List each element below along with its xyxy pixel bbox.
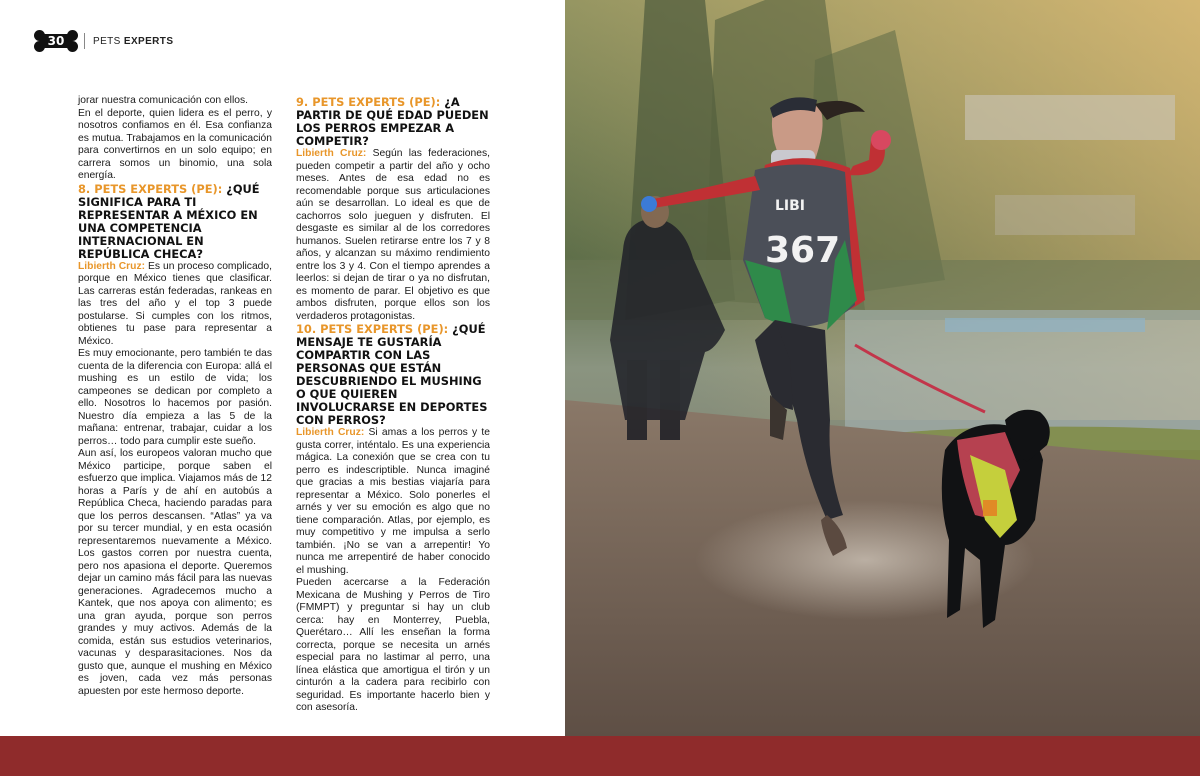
header-divider [84, 33, 85, 49]
paragraph: Es muy emocionante, pero también te das cuenta de la diferencia con Europa: allá el mushing es un estilo de vida; los campeones se dedican por completo a ello. Nosotros lo hacemos por pasión. Nuestro día empieza a las 5 de la mañana: entrenar, trabajar, cuidar a los perros… todo para cumplir este sueño. [78, 348, 272, 447]
paragraph: En el deporte, quien lidera es el perro, y nosotros confiamos en él. Esa confianza es mutua. Trabajamos en la comunicación para convertirnos en un solo equipo; en carrera somos un binomio, una sola energía. [78, 107, 272, 181]
bib-number: 367 [765, 230, 841, 271]
footer-band [0, 736, 1200, 776]
canicross-photo [565, 0, 1200, 736]
page-header [34, 29, 173, 53]
question-9: 9. PETS EXPERTS (PE): ¿A PARTIR DE QUÉ EDAD PUEDEN LOS PERROS EMPEZAR A COMPETIR? [296, 95, 489, 148]
bone-icon [34, 30, 78, 52]
bib-name: LIBI [775, 198, 806, 214]
paragraph: Aun así, los europeos valoran mucho que México participe, porque saben el esfuerzo que implica. Viajamos más de 12 horas a París y de ahí en autobús a República Checa, haciendo paradas para que los perros descansen. “Atlas” ya va por su tercer mundial, y en esta ocasión representaremos nuevamente a México. Los gastos corren por nuestra cuenta, pero nos apasiona el deporte. Queremos dejar un camino más fácil para las nuevas generaciones. Agradecemos mucho a Kantek, que nos apoya con alimento; es una gran ayuda, porque son perros grandes y muy activos. Además de la comida, están sus estudios veterinarios, vacunas y desparasitaciones. Nos da gusto que, aunque el mushing en México es joven, cada vez más personas apuesten por este hermoso deporte. [78, 448, 272, 697]
question-10: 10. PETS EXPERTS (PE): ¿QUÉ MENSAJE TE GUSTARÍA COMPARTIR CON LAS PERSONAS QUE ESTÁN DESCUBRIENDO EL MUSHING O QUE QUIEREN INVOLUCRARSE EN DEPORTES CON PERROS? [296, 322, 488, 427]
answer-9-paragraph: Libierth Cruz: Según las federaciones, pueden competir a partir del año y ocho meses. Antes de esa edad no es recomendable porque sus articulaciones aún se desarrollan. Lo ideal es que de cachorros solo jueguen y disfruten. El desgaste es similar al de los corredores humanos. Suelen retirarse entre los 7 y 8 años, y alcanzan su máximo rendimiento entre los 3 y 4. Con el tiempo aprendes a leerlos: si dejan de tirar o ya no disfrutan, es momento de parar. El objetivo es que ambos disfruten, porque ellos son los verdaderos protagonistas. [296, 148, 490, 322]
answer-8-paragraph: Libierth Cruz: Es un proceso complicado, porque en México tienes que clasificar. Las carreras están federadas, rankeas en las tres del año y el top 3 puede postularse. Si cumples con los ritmos, obtienes tu pase para representar a México. [78, 260, 272, 347]
text-column-2 [296, 95, 490, 715]
text-column-1 [78, 95, 272, 698]
left-page [0, 0, 565, 736]
paragraph: jorar nuestra comunicación con ellos. [78, 95, 248, 106]
page-number: 30 [47, 34, 65, 48]
brand-name: PETS EXPERTS [93, 35, 174, 47]
question-8: 8. PETS EXPERTS (PE): ¿QUÉ SIGNIFICA PARA TI REPRESENTAR A MÉXICO EN UNA COMPETENCIA INTERNACIONAL EN REPÚBLICA CHECA? [78, 181, 260, 261]
answer-10-paragraph: Libierth Cruz: Si amas a los perros y te gusta correr, inténtalo. Es una experiencia mágica. La conexión que se crea con tu perro es indescriptible. Nunca imaginé que gracias a mis bestias viajaría para representar a México. Solo ponerles el arnés y ver su emoción es algo que no tiene comparación. Atlas, por ejemplo, es muy competitivo y me impulsa a serlo también. ¡No se van a arrepentir! Yo nunca me arrepentiré de haber conocido el mushing. [296, 427, 490, 576]
paragraph: Pueden acercarse a la Federación Mexicana de Mushing y Perros de Tiro (FMMPT) y preguntar si hay un club cerca: hay en Monterrey, Puebla, Querétaro… Allí les enseñan la forma correcta, porque se necesita un arnés especial para no lastimar al perro, una línea elástica que amortigua el tirón y un cinturón a la cadera para recibirlo con seguridad. Es importante hacerlo bien y con asesoría. [296, 577, 490, 713]
